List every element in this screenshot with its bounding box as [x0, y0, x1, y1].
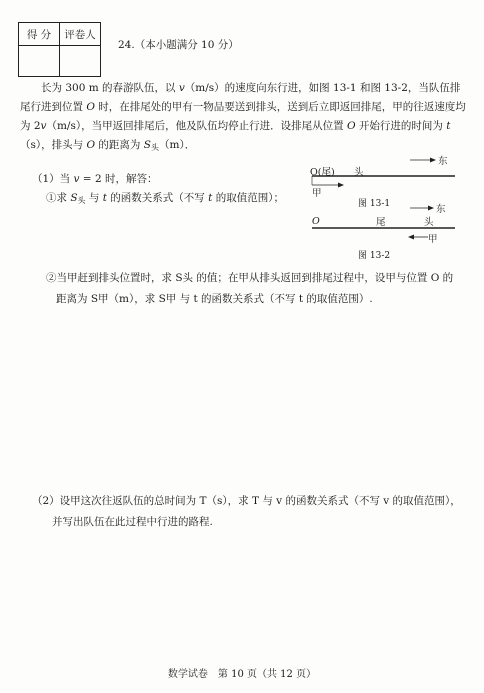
fig1-jia-label: 甲: [312, 188, 322, 199]
fig2-tail-label: 尾: [376, 217, 386, 228]
fig2-east-label: 东: [436, 204, 446, 215]
score-blank[interactable]: [19, 46, 60, 77]
part2-line2: 并写出队伍在此过程中行进的路程.: [52, 516, 213, 528]
grader-label: 评卷人: [60, 23, 101, 46]
fig1-east-label: 东: [438, 156, 448, 167]
part1-subq-i: ①求 $S_头$ 与 t 的函数关系式（不写 t 的取值范围）；: [46, 192, 284, 205]
part1-subq-ii-line1: ②当甲赶到排头位置时，求 S头 的值；在甲从排头返回到排尾过程中，设甲与位置 O 的: [46, 272, 454, 284]
part1-subq-ii-line2: 距离为 S甲（m），求 S甲 与 t 的函数关系式（不写 t 的取值范围）.: [56, 293, 373, 305]
fig1-caption: 图 13-1: [358, 199, 391, 209]
grader-blank[interactable]: [60, 46, 101, 77]
score-table: [18, 22, 101, 77]
fig2-jia-label: 甲: [428, 234, 438, 245]
answer-space-part1[interactable]: [30, 315, 460, 485]
fig1-origin-label: O(尾): [310, 167, 335, 178]
figure-13-2: [310, 200, 460, 264]
part1-heading: （1）当 v = 2 时，解答：: [32, 173, 158, 185]
score-label: 得 分: [19, 23, 60, 46]
part2-line1: （2）设甲这次往返队伍的总时间为 T（s），求 T 与 v 的函数关系式（不写 v 的取值范围），: [32, 495, 461, 507]
question-title: 24.（本小题满分 10 分）: [118, 39, 239, 51]
fig2-caption: 图 13-2: [358, 251, 391, 261]
answer-space-part2[interactable]: [30, 538, 460, 658]
fig2-origin-label: O: [312, 216, 320, 227]
question-intro: 长为 300 m 的春游队伍，以 v（m/s）的速度向东行进，如图 13-1 和图 13-2，当队伍排尾行进到位置 O 时，在排尾处的甲有一物品要送到排头，送到后立即返回排尾，甲的往返速度均为 2v（m/s），当甲返回排尾后，他及队伍均停止行进．设排尾从位置 O 开始行进的时间为 t（s），排头与 O 的距离为 $S_头(m)$．: [20, 82, 466, 152]
page-footer: 数学试卷 第 10 页（共 12 页）: [167, 669, 317, 680]
fig1-head-label: 头: [354, 167, 364, 178]
fig2-head-label: 头: [424, 217, 434, 228]
